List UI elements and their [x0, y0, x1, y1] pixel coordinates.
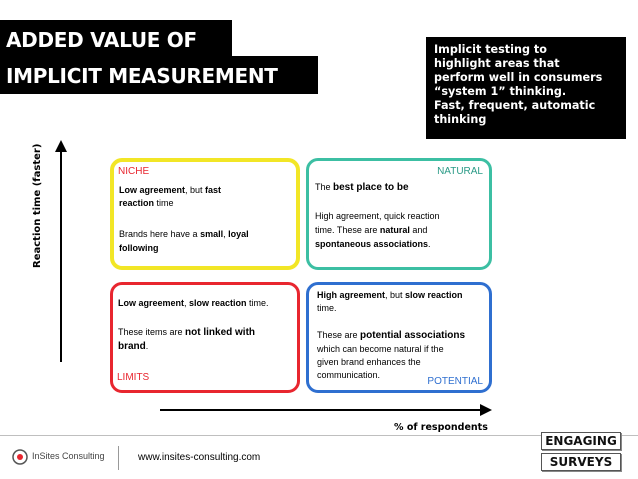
y-axis-label: Reaction time (faster) [32, 143, 43, 268]
potential-text-6: communication. [317, 370, 381, 380]
niche-text-1: Low agreement, but fast [119, 185, 222, 195]
natural-text-1: The best place to be [315, 182, 409, 193]
callout-box [426, 37, 626, 139]
callout-line: Implicit testing to [434, 43, 547, 56]
limits-text-1: Low agreement, slow reaction time. [118, 298, 269, 308]
logo-text: InSites Consulting [32, 451, 105, 461]
potential-text-4: which can become natural if the [317, 344, 444, 354]
callout-line: thinking [434, 113, 487, 126]
limits-text-2: These items are not linked with [118, 327, 256, 338]
company-logo [12, 448, 122, 466]
niche-text-4: following [119, 243, 159, 253]
natural-text-3: time. These are natural and [315, 225, 428, 235]
callout-line: perform well in consumers [434, 71, 603, 84]
logo-icon [12, 449, 28, 465]
quadrant-niche-label: NICHE [118, 166, 150, 177]
quadrant-potential [306, 282, 492, 393]
x-axis-label: % of respondents [394, 422, 488, 433]
quadrant-niche [110, 158, 300, 270]
natural-text-2: High agreement, quick reaction [315, 211, 440, 221]
natural-text-4: spontaneous associations. [315, 239, 431, 249]
title-line-2: IMPLICIT MEASUREMENT [0, 56, 318, 94]
niche-text-3: Brands here have a small, loyal [119, 229, 249, 239]
potential-text-3: These are potential associations [317, 330, 466, 341]
callout-line: “system 1” thinking. [434, 85, 567, 98]
quadrant-limits-label: LIMITS [117, 372, 150, 383]
quadrant-natural [306, 158, 492, 270]
niche-text-2: reaction time [119, 198, 174, 208]
limits-text-3: brand. [118, 341, 149, 352]
x-axis-line [160, 409, 482, 411]
x-axis-arrowhead [480, 404, 492, 416]
website-url[interactable]: www.insites-consulting.com [138, 452, 261, 463]
potential-text-2: time. [317, 303, 337, 313]
quadrant-natural-label: NATURAL [437, 166, 483, 177]
title-line-1: ADDED VALUE OF [0, 20, 232, 56]
y-axis-line [60, 150, 62, 362]
potential-text-5: given brand enhances the [317, 357, 421, 367]
potential-text-1: High agreement, but slow reaction [317, 290, 463, 300]
quadrant-limits [110, 282, 300, 393]
footer-separator [118, 446, 119, 470]
badge-engaging: ENGAGING [541, 432, 621, 450]
quadrant-potential-label: POTENTIAL [427, 376, 483, 387]
badge-surveys: SURVEYS [541, 453, 621, 471]
callout-line: Fast, frequent, automatic [434, 99, 596, 112]
callout-line: highlight areas that [434, 57, 560, 70]
